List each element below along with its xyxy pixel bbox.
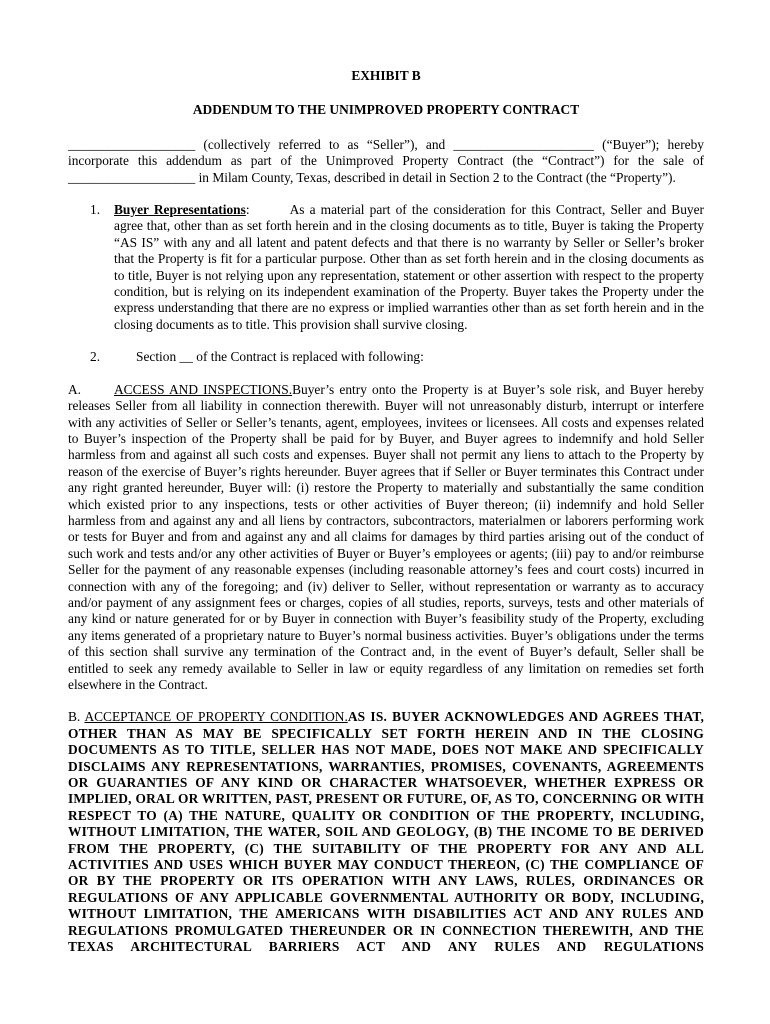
- intro-text-2: (“Buyer”); hereby incorporate this addendum as part of the Unimproved Property Contract (the “Contract”) for the sale of: [68, 136, 704, 169]
- section-a-access-inspections: [68, 382, 704, 694]
- section-heading: ACCEPTANCE OF PROPERTY CONDITION.: [84, 709, 348, 725]
- item-heading-colon: :: [245, 202, 250, 218]
- section-b-acceptance-condition: [68, 709, 704, 955]
- property-description-blank: ___________________: [68, 169, 196, 185]
- item-buyer-representations: [68, 202, 704, 333]
- intro-text-1: (collectively referred to as “Seller”), and: [195, 136, 454, 152]
- item-section-replacement: [68, 349, 704, 365]
- item-number: 1.: [90, 202, 101, 218]
- buyer-name-blank: _____________________: [453, 136, 594, 152]
- intro-text-3: in Milam County, Texas, described in detail in Section 2 to the Contract (the “Property”).: [195, 169, 676, 185]
- intro-paragraph: [68, 137, 704, 186]
- section-body: AS IS. BUYER ACKNOWLEDGES AND AGREES THAT, OTHER THAN AS MAY BE SPECIFICALLY SET FORTH HEREIN AND IN THE CLOSING DOCUMENTS AS TO TITLE, SELLER HAS NOT MADE, DOES NOT MAKE AND SPECIFICALLY DISCLAIMS ANY REPRESENTATIONS, WARRANTIES, PROMISES, COVENANTS, AGREEMENTS OR GUARANTIES OF ANY KIND OR CHARACTER WHATSOEVER, WHETHER EXPRESS OR IMPLIED, ORAL OR WRITTEN, PAST, PRESENT OR FUTURE, OF, AS TO, CONCERNING OR WITH RESPECT TO (A) THE NATURE, QUALITY OR CONDITION OF THE PROPERTY, INCLUDING, WITHOUT LIMITATION, THE WATER, SOIL AND GEOLOGY, (B) THE INCOME TO BE DERIVED FROM THE PROPERTY, (C) THE SUITABILITY OF THE PROPERTY FOR ANY AND ALL ACTIVITIES AND USES WHICH BUYER MAY CONDUCT THEREON, (C) THE COMPLIANCE OF OR BY THE PROPERTY OR ITS OPERATION WITH ANY LAWS, RULES, ORDINANCES OR REGULATIONS OF ANY APPLICABLE GOVERNMENTAL AUTHORITY OR BODY, INCLUDING, WITHOUT LIMITATION, THE AMERICANS WITH DISABILITIES ACT AND ANY RULES AND REGULATIONS PROMULGATED THEREUNDER OR IN CONNECTION THEREWITH, AND THE TEXAS ARCHITECTURAL BARRIERS ACT AND ANY RULES AND REGULATIONS: [68, 709, 705, 955]
- section-letter: B.: [68, 709, 81, 725]
- section-heading: ACCESS AND INSPECTIONS.: [114, 381, 293, 397]
- item-body: As a material part of the consideration for this Contract, Seller and Buyer agree that, other than as set forth herein and in the closing documents as to title, Buyer is taking the Property “AS IS” with any and all latent and patent defects and that there is no warranty by Seller or Seller’s broker that the Property is fit for a particular purpose. Other than as set forth herein and in the closing documents as to title, Buyer is not relying upon any representation, statement or other assertion with respect to the property condition, but is relying on its independent examination of the Property. Buyer takes the Property under the express understanding that there are no express or implied warranties other than as set forth herein and in the closing documents as to title. This provision shall survive closing.: [114, 202, 704, 332]
- addendum-title: ADDENDUM TO THE UNIMPROVED PROPERTY CONTRACT: [192, 102, 580, 118]
- item-heading: Buyer Representations: [114, 202, 246, 218]
- item-text: Section __ of the Contract is replaced with following:: [136, 349, 424, 365]
- section-body: Buyer’s entry onto the Property is at Buyer’s sole risk, and Buyer hereby releases Seller from all liability in connection therewith. Buyer will not unreasonably disturb, interrupt or interfere with any activities of Seller or Seller’s tenants, agent, employees, invitees or licensees. All costs and expenses related to Buyer’s inspection of the Property shall be paid for by Buyer, and Buyer agrees to indemnify and hold Seller harmless from and against all such costs and expenses. Buyer shall not permit any liens to attach to the Property by reason of the exercise of Buyer’s rights hereunder. Buyer agrees that if Seller or Buyer terminates this Contract under any right granted hereunder, Buyer will: (i) restore the Property to materially and substantially the same condition which existed prior to any inspections, tests or other activities of Buyer thereon; (ii) indemnify and hold Seller harmless from and against any and all liens by contractors, subcontractors, materialmen or laborers performing work or tests for Buyer and from and against any and all claims for damages by third parties arising out of the conduct of such work and tests and/or any other activities of Buyer or Buyer’s employees or agents; (iii) pay to and/or reimburse Seller for the payment of any reasonable expenses (including reasonable attorney’s fees and court costs) incurred in connection with any of the foregoing; and (iv) deliver to Seller, without representation or warranty as to accuracy and/or payment of any assignment fees or charges, copies of all studies, reports, surveys, tests and other materials of any kind or nature generated for or by Buyer in connection with Buyer’s feasibility study of the Property, excluding any items generated of a proprietary nature to Buyer’s normal business activities. Buyer’s obligations under the terms of this section shall survive any termination of the Contract and, in the event of Buyer’s default, Seller shall be entitled to seek any remedy available to Seller in law or equity regardless of any limitation on remedies set forth elsewhere in the Contract.: [68, 381, 704, 692]
- item-number: 2.: [90, 349, 101, 365]
- seller-name-blank: ___________________: [68, 136, 196, 152]
- exhibit-heading: EXHIBIT B: [351, 68, 421, 83]
- section-letter: A.: [68, 381, 82, 397]
